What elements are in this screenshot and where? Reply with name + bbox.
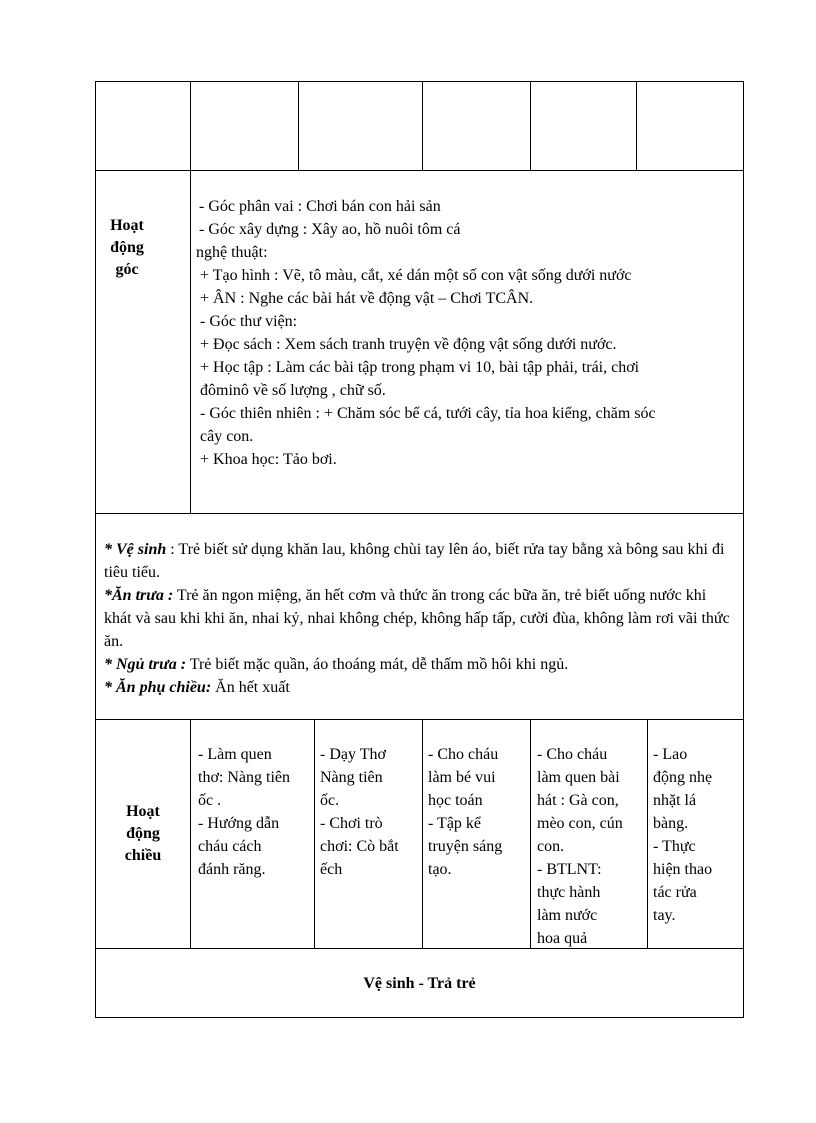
content-line: + ÂN : Nghe các bài hát về động vật – Chơi TCÂN. (200, 290, 534, 307)
anphu-paragraph (104, 676, 737, 699)
afternoon-activities-label: Hoạt động chiều (124, 803, 162, 864)
empty-header-row (95, 81, 744, 171)
ngutrua-text: Trẻ biết mặc quần, áo thoáng mát, dễ thấm mồ hôi khi ngủ. (186, 656, 569, 673)
column-divider (422, 720, 423, 948)
day-cell-4: - Cho cháu làm quen bài hát : Gà con, mèo con, cún con. - BTLNT: thực hành làm nước hoa quả (537, 746, 623, 947)
column-divider (636, 82, 637, 170)
day-cell-2: - Dạy Thơ Nàng tiên ốc. - Chơi trò chơi: Cò bắt ếch (320, 746, 399, 878)
care-routines-row (95, 513, 744, 720)
antrua-text: Trẻ ăn ngon miệng, ăn hết cơm và thức ăn trong các bữa ăn, trẻ biết uống nước khi khát và sau khi khi ăn, nhai kỷ, nhai không chép, không hấp tấp, cười đùa, không làm rơi vãi thức ăn. (104, 587, 730, 650)
content-line: cây con. (200, 428, 254, 445)
vesinh-paragraph (104, 538, 737, 584)
antrua-paragraph (104, 584, 737, 653)
content-line: - Góc thiên nhiên : + Chăm sóc bể cá, tưới cây, tỉa hoa kiểng, chăm sóc (200, 405, 656, 422)
content-line: - Góc phân vai : Chơi bán con hải sản (199, 198, 441, 215)
dismissal-row (95, 948, 744, 1018)
content-line: - Góc thư viện: (200, 313, 298, 330)
ngutrua-label: * Ngủ trưa : (104, 656, 187, 673)
afternoon-activities-row (95, 719, 744, 949)
column-divider (530, 720, 531, 948)
day-cell-1: - Làm quen thơ: Nàng tiên ốc . - Hướng dẫn cháu cách đánh răng. (198, 746, 290, 878)
content-line: - Góc xây dựng : Xây ao, hồ nuôi tôm cá (199, 221, 461, 238)
anphu-label: * Ăn phụ chiều: (104, 679, 212, 696)
care-routines-content (104, 538, 737, 699)
column-divider (190, 720, 191, 948)
content-line: + Học tập : Làm các bài tập trong phạm vi 10, bài tập phải, trái, chơi (200, 359, 640, 376)
column-divider (314, 720, 315, 948)
content-line: nghệ thuật: (196, 244, 268, 261)
vesinh-text: : Trẻ biết sử dụng khăn lau, không chùi tay lên áo, biết rửa tay bằng xà bông sau khi đi tiêu tiểu. (104, 541, 725, 581)
day-cell-3: - Cho cháu làm bé vui học toán - Tập kể truyện sáng tạo. (428, 746, 503, 878)
content-line: đôminô về số lượng , chữ số. (200, 382, 386, 399)
content-line: + Đọc sách : Xem sách tranh truyện về động vật sống dưới nước. (200, 336, 617, 353)
ngutrua-paragraph (104, 653, 737, 676)
dismissal-text: Vệ sinh - Trả trẻ (363, 975, 476, 992)
anphu-text: Ăn hết xuất (211, 679, 290, 696)
column-divider (190, 171, 191, 513)
vesinh-label: * Vệ sinh (104, 541, 167, 558)
corner-activities-label: Hoạt động góc (110, 217, 144, 278)
antrua-label: *Ăn trưa : (104, 587, 174, 604)
corner-activities-row (95, 170, 744, 514)
column-divider (190, 82, 191, 170)
corner-activities-content (196, 195, 656, 471)
content-line: + Tạo hình : Vẽ, tô màu, cắt, xé dán một số con vật sống dưới nước (200, 267, 632, 284)
column-divider (647, 720, 648, 948)
column-divider (530, 82, 531, 170)
day-cell-5: - Lao động nhẹ nhặt lá bàng. - Thực hiện thao tác rửa tay. (653, 746, 713, 924)
column-divider (298, 82, 299, 170)
column-divider (422, 82, 423, 170)
content-line: + Khoa học: Tảo bơi. (200, 451, 337, 468)
